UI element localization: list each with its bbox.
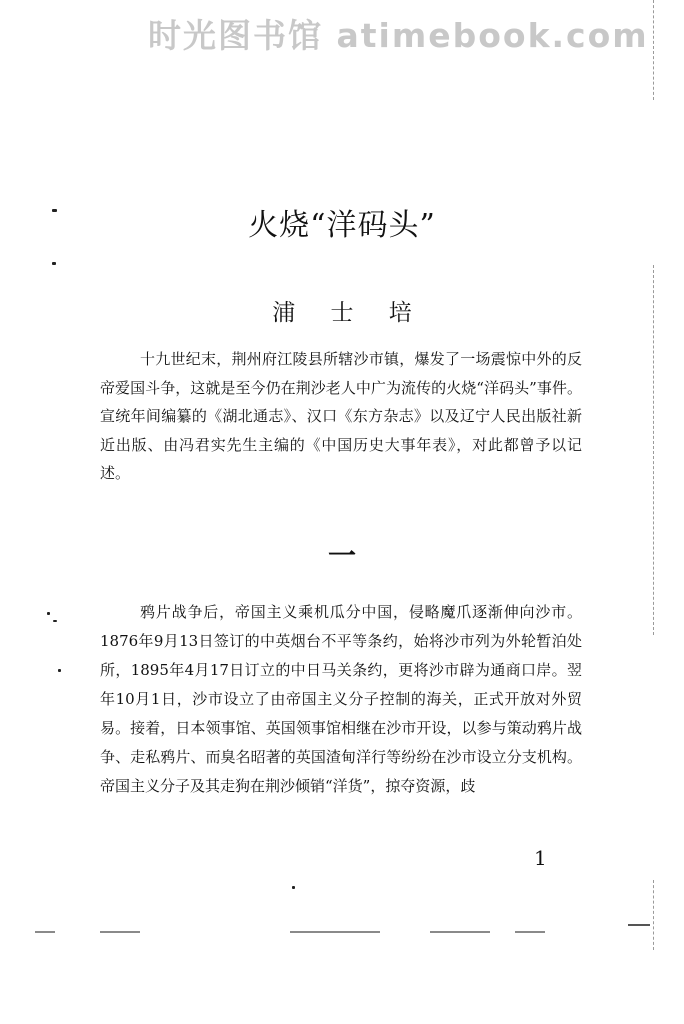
page-edge-line bbox=[653, 880, 654, 950]
article-title: 火烧“洋码头” bbox=[248, 208, 436, 243]
section-number: 一 bbox=[327, 539, 356, 572]
intro-paragraph: 十九世纪末，荆州府江陵县所辖沙市镇，爆发了一场震惊中外的反帝爱国斗争，这就是至今仍在荆沙老人中广为流传的火烧“洋码头”事件。宣统年间编纂的《湖北通志》、汉口《东方杂志》以及辽宁人民出版社新近出版、由冯君实先生主编的《中国历史大事年表》，对此都曾予以记述。 bbox=[100, 350, 582, 482]
article-author: 浦 士 培 bbox=[272, 300, 426, 326]
scan-speck bbox=[52, 209, 57, 212]
body-paragraph: 鸦片战争后，帝国主义乘机瓜分中国，侵略魔爪逐渐伸向沙市。1876年9月13日签订的中英烟台不平等条约，始将沙市列为外轮暂泊处所，1895年4月17日订立的中日马关条约，更将沙市辟为通商口岸。翌年10月1日，沙市设立了由帝国主义分子控制的海关，正式开放对外贸易。接着，日本领事馆、英国领事馆相继在沙市开设，以参与策动鸦片战争、走私鸦片、而臭名昭著的英国渣甸洋行等纷纷在沙市设立分支机构。帝国主义分子及其走狗在荆沙倾销“洋货”，掠夺资源，歧 bbox=[100, 603, 582, 795]
page-edge-line bbox=[653, 265, 654, 635]
scan-line bbox=[290, 931, 380, 933]
scan-line bbox=[628, 924, 650, 926]
scan-line bbox=[515, 931, 545, 933]
scan-speck bbox=[47, 612, 50, 615]
scan-speck bbox=[58, 669, 61, 672]
scan-speck bbox=[53, 620, 57, 622]
scan-line bbox=[100, 931, 140, 933]
scan-speck bbox=[292, 886, 295, 889]
page-number: 1 bbox=[534, 846, 547, 870]
watermark: 时光图书馆 atimebook.com bbox=[148, 16, 649, 55]
scan-speck bbox=[52, 262, 56, 265]
scan-line bbox=[35, 931, 55, 933]
page-edge-line bbox=[653, 0, 654, 100]
scan-line bbox=[430, 931, 490, 933]
